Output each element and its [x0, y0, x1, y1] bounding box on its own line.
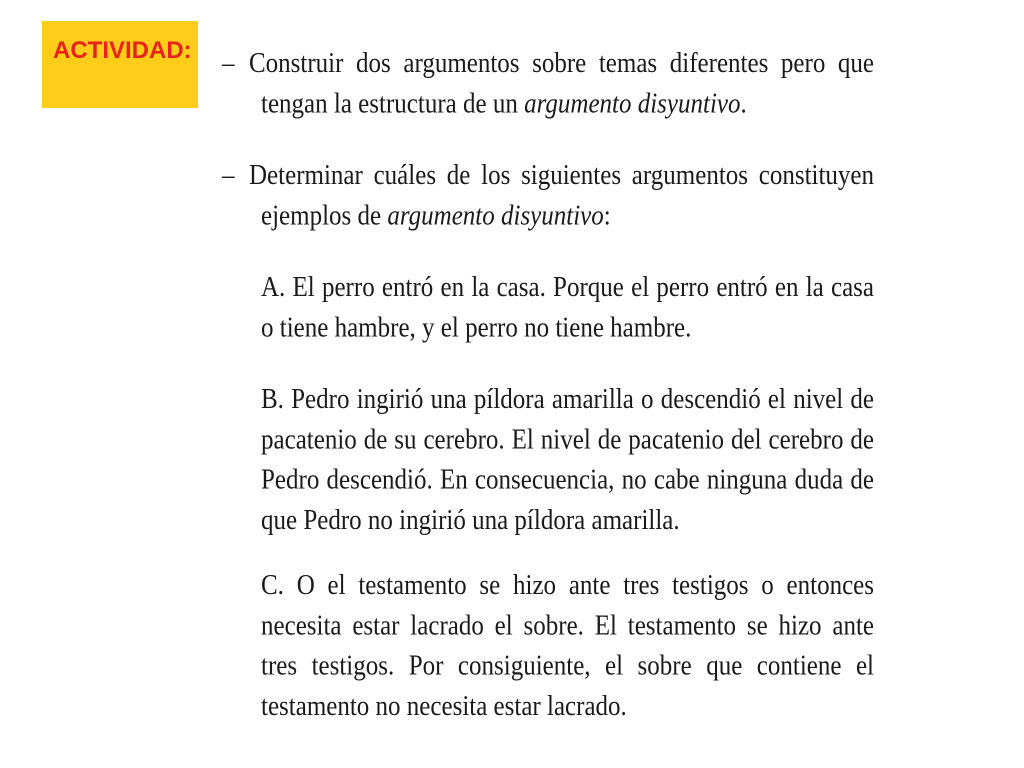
argument-a-line: A. El perro entró en la casa. Porque el perro entró en la casa	[261, 272, 874, 303]
term-argumento-disyuntivo: argumento disyuntivo	[524, 88, 741, 120]
instruction-determine	[222, 156, 874, 237]
argument-c-line: testamento no necesita estar lacrado.	[261, 691, 627, 722]
argument-b-line: Pedro descendió. En consecuencia, no cabe ninguna duda de	[261, 465, 874, 496]
argument-c-line: tres testigos. Por consiguiente, el sobre que contiene el	[261, 651, 874, 682]
term-argumento-disyuntivo: argumento disyuntivo	[387, 200, 604, 232]
instruction-construct	[222, 44, 874, 125]
dash-icon: –	[222, 160, 235, 191]
argument-c-line: C. O el testamento se hizo ante tres testigos o entonces	[261, 570, 874, 601]
argument-b-line: pacatenio de su cerebro. El nivel de pacatenio del cerebro de	[261, 424, 874, 456]
argument-a	[261, 268, 874, 349]
argument-a-line: o tiene hambre, y el perro no tiene hambre.	[261, 312, 692, 344]
argument-b-line: que Pedro no ingirió una píldora amarilla.	[261, 505, 680, 536]
argument-c	[261, 566, 874, 727]
activity-label: ACTIVIDAD:	[42, 21, 198, 108]
instruction-construct-line-2: tengan la estructura de un argumento disyuntivo.	[261, 88, 747, 120]
dash-icon: –	[222, 48, 235, 79]
instruction-construct-line-1: – Construir dos argumentos sobre temas diferentes pero que	[222, 44, 874, 84]
argument-b-line: B. Pedro ingirió una píldora amarilla o descendió el nivel de	[261, 384, 874, 415]
argument-b	[261, 380, 874, 541]
instruction-determine-line-2: ejemplos de argumento disyuntivo:	[261, 200, 611, 232]
argument-c-line: necesita estar lacrado el sobre. El testamento se hizo ante	[261, 610, 874, 642]
instruction-determine-line-1: – Determinar cuáles de los siguientes argumentos constituyen	[222, 156, 874, 196]
